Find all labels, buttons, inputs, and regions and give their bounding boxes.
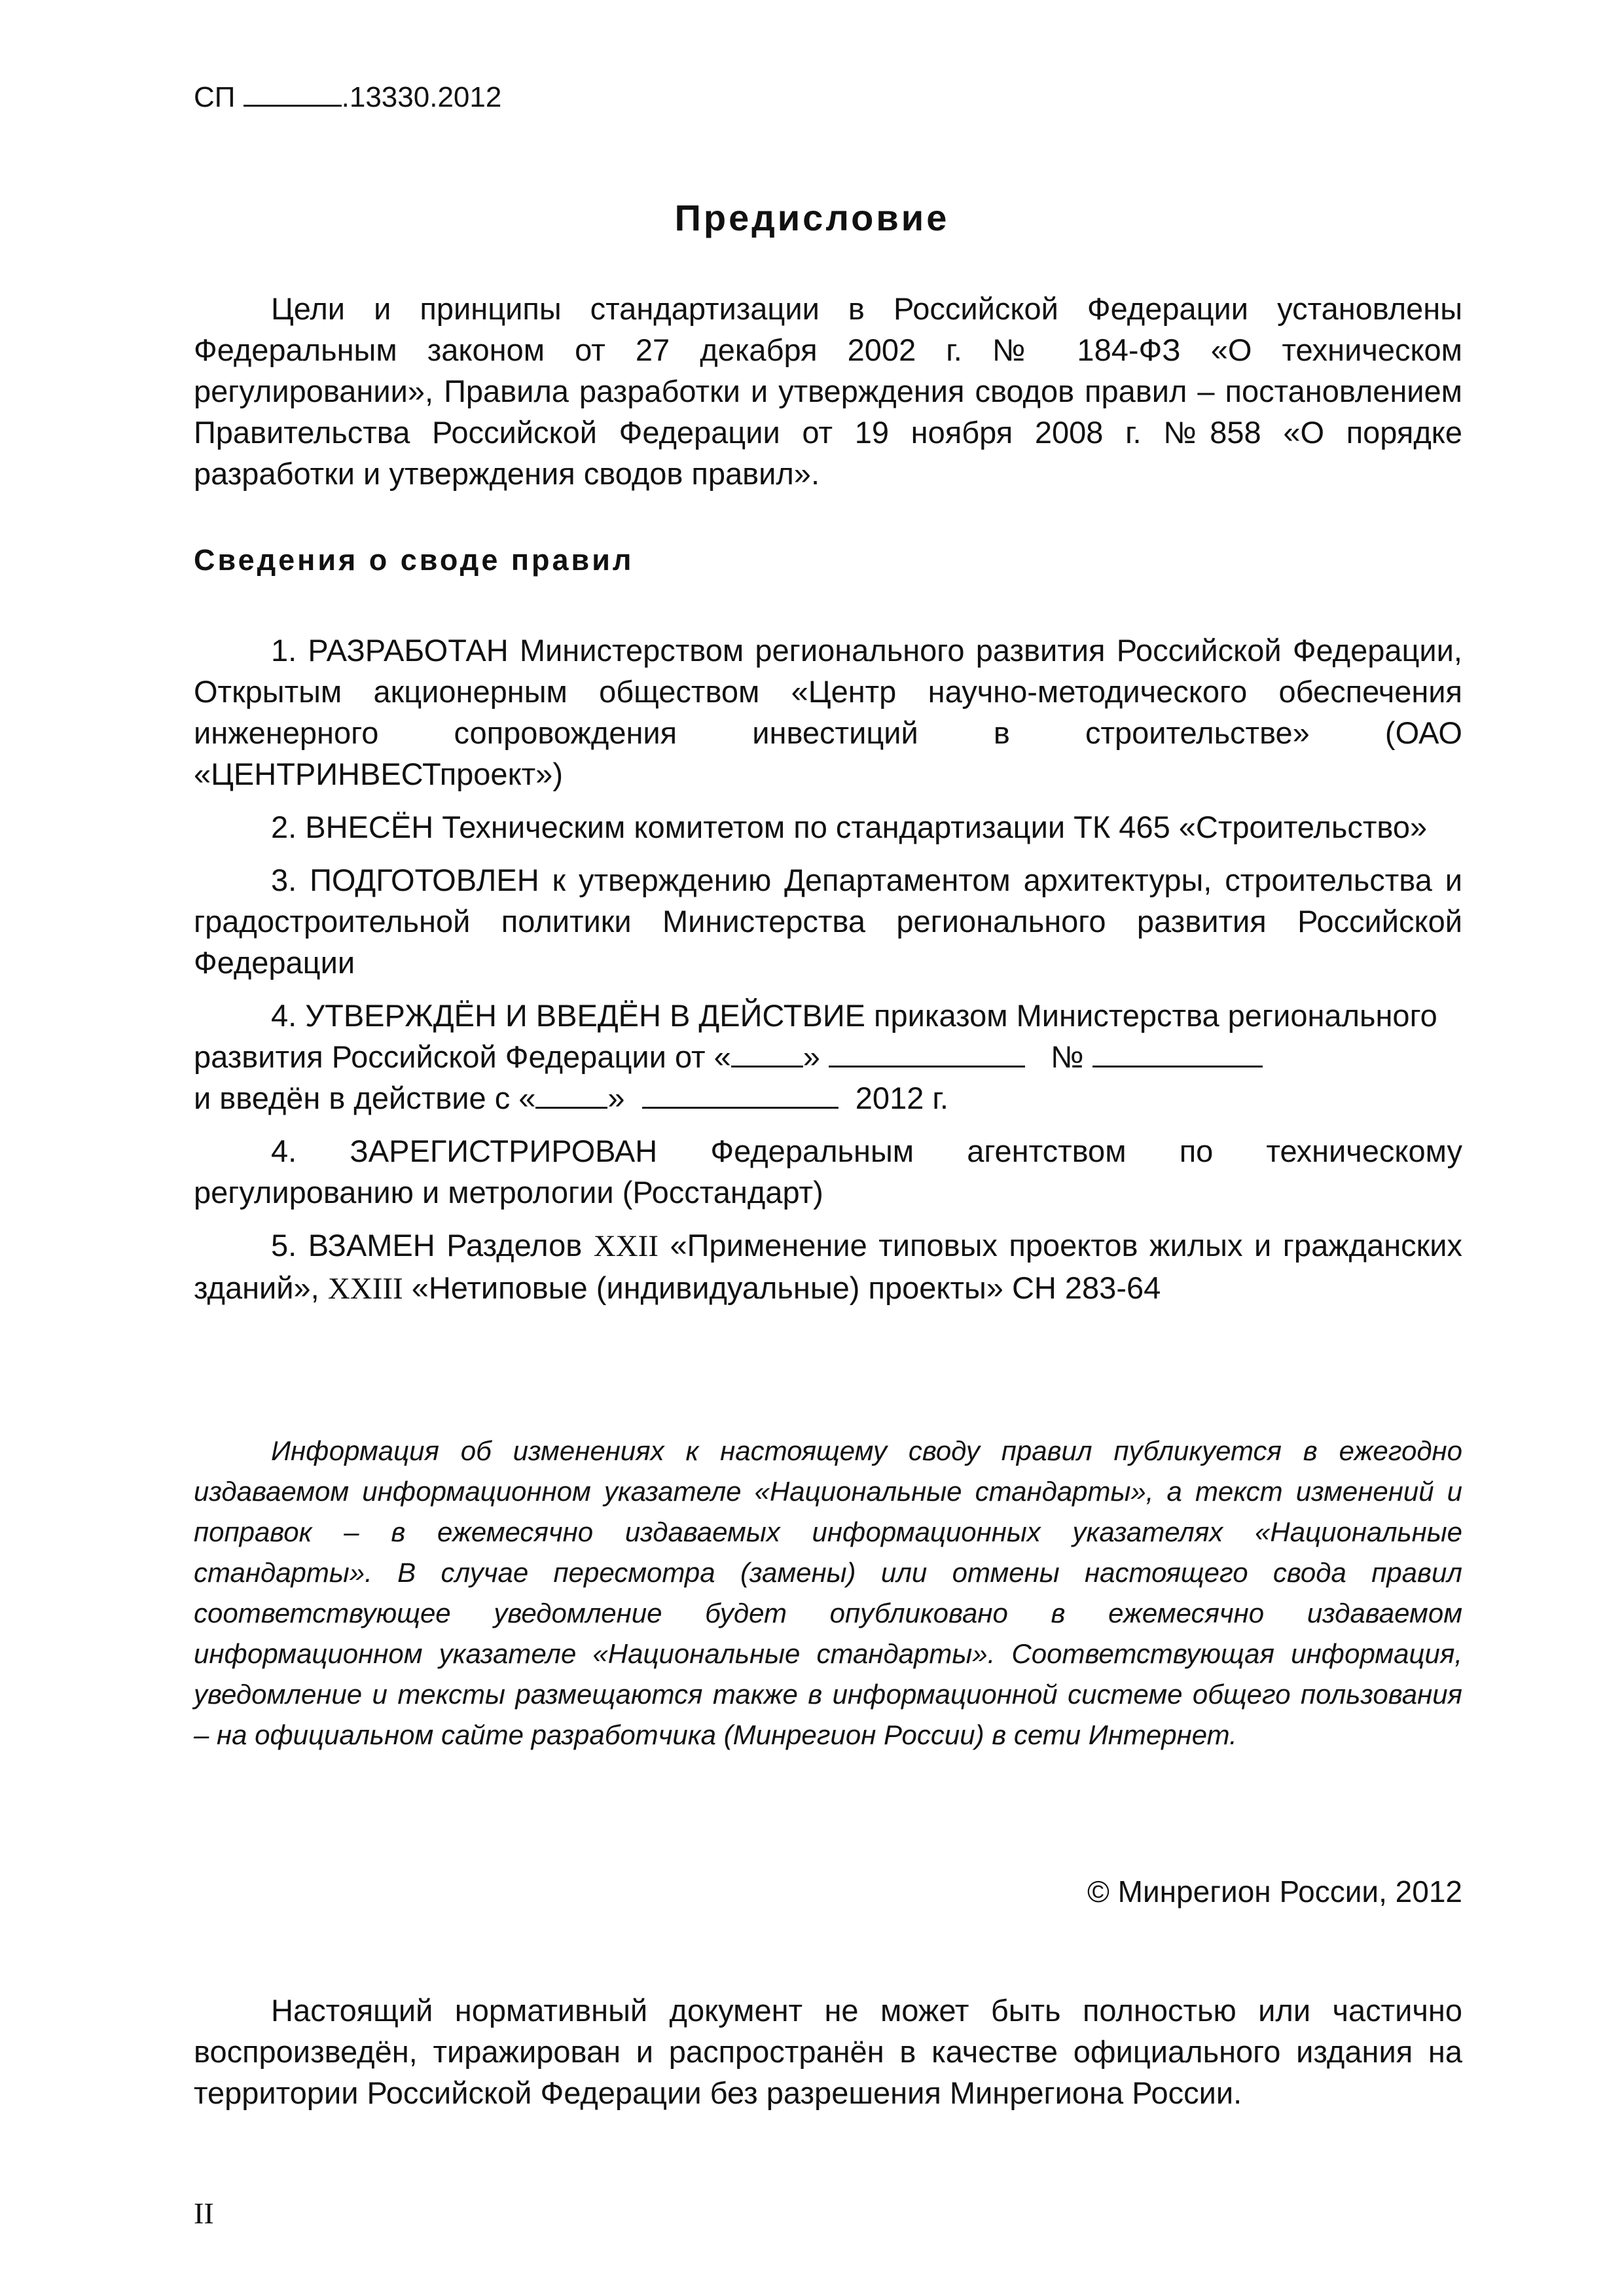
page-title: Предисловие — [674, 197, 950, 238]
document-code-suffix: .13330.2012 — [341, 81, 502, 113]
replaces-roman-2: XXIII — [327, 1272, 403, 1306]
blank-effective-month — [642, 1078, 839, 1109]
blank-day — [731, 1037, 803, 1067]
list-item-replaces — [194, 1225, 1462, 1310]
document-code — [194, 79, 501, 116]
effective-quote-close: » — [607, 1081, 625, 1115]
list-item-approved — [194, 995, 1462, 1119]
info-notice-text: Информация об изменениях к настоящему своду правил публикуется в ежегодно издаваемом информационном указателе «Национальные стандарты», а текст изменений и поправок – в ежемесячно издаваемых информационных указателях «Национальные стандарты». В случае пересмотра (замены) или отмены настоящего свода правил соответствующее уведомление будет опубликовано в ежемесячно издаваемом информационном указателе «Национальные стандарты». Соответствующая информация, уведомление и тексты размещаются также в информационной системе общего пользования – на официальном сайте разработчика (Минрегион России) в сети Интернет. — [194, 1435, 1462, 1750]
effective-lead: и введён в действие с « — [194, 1081, 536, 1115]
replaces-lead: 5. ВЗАМЕН Разделов — [271, 1228, 583, 1263]
reproduction-notice: Настоящий нормативный документ не может быть полностью или частично воспроизведён, тиражирован и распространён в качестве официального издания на территории Российской Федерации без разрешения Минрегиона России. — [194, 1993, 1462, 2110]
preface-paragraph: Цели и принципы стандартизации в Российской Федерации установлены Федеральным законом от 27 декабря 2002 г. № 184-ФЗ «О техническом регулировании», Правила разработки и утверждения сводов правил – постановлением Правительства Российской Федерации от 19 ноября 2008 г. №858 «О порядке разработки и утверждения сводов правил». — [194, 291, 1462, 491]
code-info-list — [194, 630, 1462, 1321]
approved-quote-close: » — [803, 1039, 820, 1074]
section-heading: Сведения о своде правил — [194, 543, 634, 577]
blank-effective-day — [535, 1078, 607, 1109]
number-sign: № — [1051, 1039, 1084, 1074]
list-item-prepared: 3. ПОДГОТОВЛЕН к утверждению Департаментом архитектуры, строительства и градостроительной политики Министерства регионального развития Российской Федерации — [194, 863, 1462, 980]
replaces-roman-1: XXII — [593, 1229, 659, 1263]
blank-number — [1092, 1037, 1263, 1067]
page-number: II — [194, 2197, 214, 2230]
replaces-tail: «Нетиповые (индивидуальные) проекты» СН 283-64 — [411, 1270, 1161, 1305]
effective-year: 2012 г. — [855, 1081, 948, 1115]
document-code-blank — [244, 79, 342, 107]
blank-month — [829, 1037, 1025, 1067]
approved-lead: 4. УТВЕРЖДЁН И ВВЕДЁН В ДЕЙСТВИЕ приказом Министерства регионального развития Российской Федерации от « — [194, 998, 1437, 1074]
info-notice — [194, 1431, 1462, 1755]
list-item-introduced: 2. ВНЕСЁН Техническим комитетом по стандартизации ТК 465 «Строительство» — [271, 810, 1428, 844]
list-item-developed: 1. РАЗРАБОТАН Министерством регионального развития Российской Федерации, Открытым акционерным обществом «Центр научно-методического обеспечения инженерного сопровождения инвестиций в строительстве» (ОАО «ЦЕНТРИНВЕСТпроект») — [194, 633, 1462, 791]
replaces-mid: «Применение типовых проектов жилых и гражданских зданий», — [194, 1228, 1462, 1305]
list-item-registered: 4. ЗАРЕГИСТРИРОВАН Федеральным агентством по техническому регулированию и метрологии (Росстандарт) — [194, 1134, 1462, 1210]
document-code-prefix: СП — [194, 81, 236, 113]
copyright-line: © Минрегион России, 2012 — [1087, 1874, 1462, 1909]
